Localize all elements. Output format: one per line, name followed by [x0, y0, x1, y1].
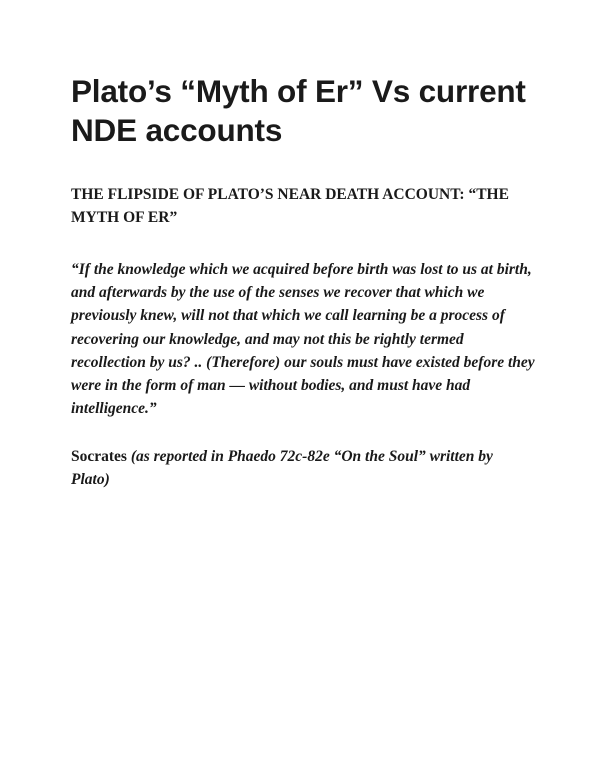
quote-attribution: [71, 445, 531, 491]
attribution-author: Socrates: [71, 448, 127, 466]
attribution-source: (as reported in Phaedo 72c-82e “On the Soul” written by Plato): [71, 448, 493, 489]
block-quote: “If the knowledge which we acquired before birth was lost to us at birth, and afterwards by the use of the senses we recover that which we previously knew, will not that which we call learning be a process of recovering our knowledge, and may not this be rightly termed recollection by us? .. (Therefore) our souls must have existed before they were in the form of man — without bodies, and must have had intelligence.”: [71, 261, 535, 418]
document-page: [71, 72, 541, 491]
section-heading: THE FLIPSIDE OF PLATO’S NEAR DEATH ACCOUNT: “THE MYTH OF ER”: [71, 186, 509, 226]
page-title: Plato’s “Myth of Er” Vs current NDE accounts: [71, 73, 526, 148]
